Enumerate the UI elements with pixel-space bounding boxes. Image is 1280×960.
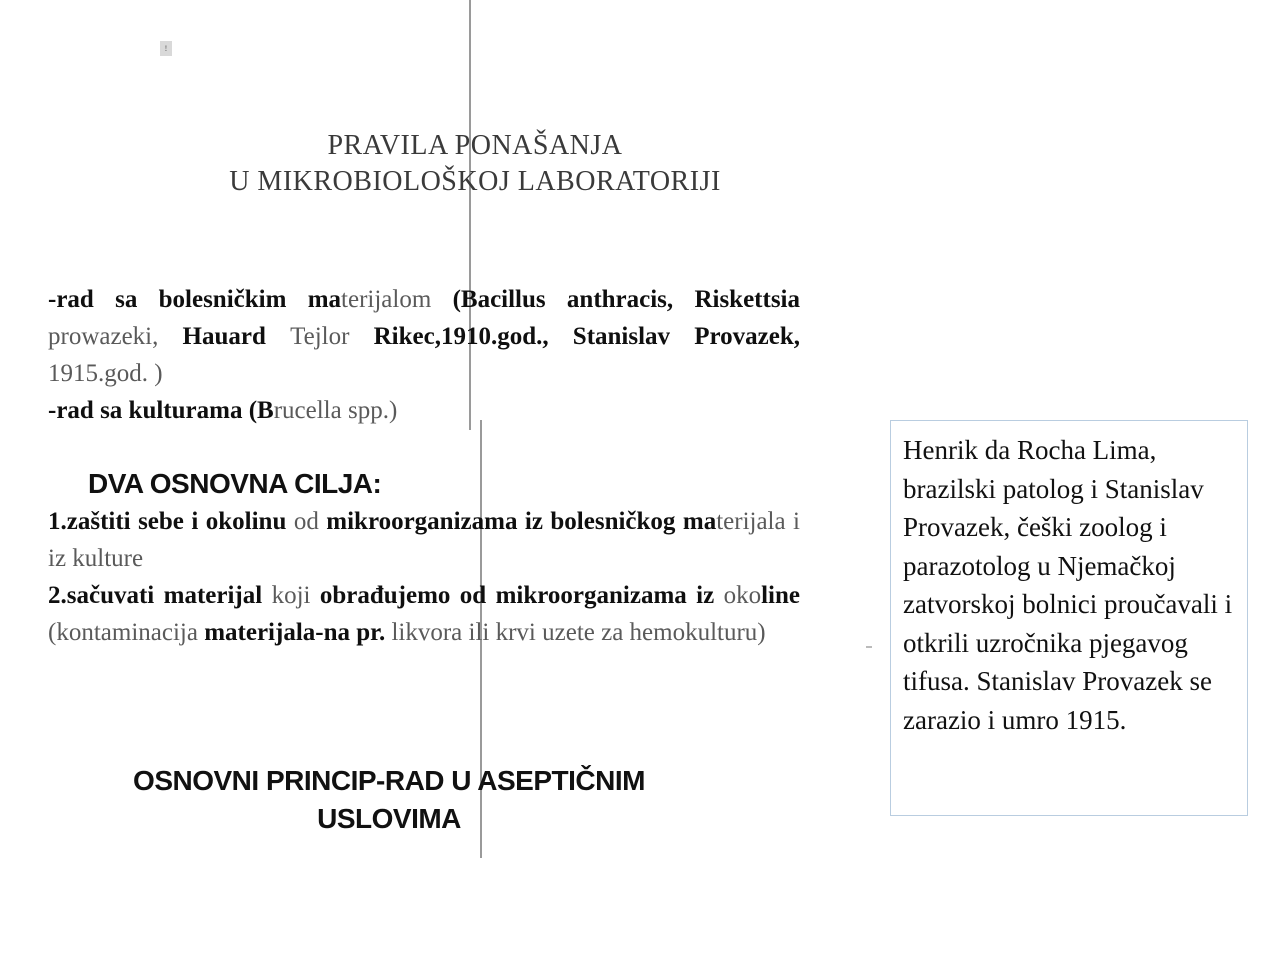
principle-heading-line2: USLOVIMA bbox=[317, 803, 461, 834]
text-run: 2.sačuvati materijal bbox=[48, 582, 272, 609]
text-run: materijala-na pr. bbox=[197, 619, 392, 646]
text-run: obrađujemo od mikroorganizama iz bbox=[310, 582, 724, 609]
text-run: koji bbox=[271, 582, 311, 609]
text-run: mikroorganizama iz bolesničkog ma bbox=[318, 508, 717, 535]
text-run: -rad sa bolesničkim ma bbox=[48, 286, 342, 313]
text-run: 1.zaštiti sebe i okolinu bbox=[48, 508, 294, 535]
paragraph-cultures bbox=[48, 392, 800, 429]
paragraph-patient-material bbox=[48, 281, 800, 392]
document-title-line2: U MIKROBIOLOŠKOJ LABORATORIJI bbox=[229, 166, 721, 197]
corner-mark: ! bbox=[160, 41, 172, 56]
text-run: Hauard bbox=[158, 323, 291, 350]
text-run: Tejlor bbox=[290, 323, 350, 350]
text-run: oko bbox=[723, 582, 762, 609]
goal-1 bbox=[48, 503, 800, 577]
goals-heading: DVA OSNOVNA CILJA: bbox=[88, 468, 382, 499]
text-run: (kontaminacija bbox=[48, 619, 198, 646]
text-run: terijala i iz kulture bbox=[48, 508, 800, 572]
text-run: od bbox=[293, 508, 319, 535]
annotation-note-text: Henrik da Rocha Lima, brazilski patolog i Stanislav Provazek, češki zoolog i parazotolog u Njemačkoj zatvorskoj bolnici proučavali i otkrili uzročnika pjegavog tifusa. Stanislav Provazek se zarazio i umro 1915. bbox=[903, 435, 1233, 735]
text-run: prowazeki, bbox=[48, 323, 159, 350]
text-run: rucella spp.) bbox=[273, 397, 398, 424]
goal-2 bbox=[48, 577, 800, 651]
document-title-line1: PRAVILA PONAŠANJA bbox=[327, 130, 623, 161]
stray-mark bbox=[866, 646, 872, 648]
principle-heading-line1: OSNOVNI PRINCIP-RAD U ASEPTIČNIM bbox=[133, 765, 645, 796]
text-run: 1915.god. ) bbox=[48, 360, 163, 387]
text-run: Rikec,1910.god., Stanislav Provazek, bbox=[349, 323, 800, 350]
text-run: likvora ili krvi uzete za hemokulturu) bbox=[391, 619, 766, 646]
text-run: terijalom bbox=[341, 286, 432, 313]
annotation-note-box bbox=[890, 420, 1248, 816]
text-run: line bbox=[761, 582, 800, 609]
text-run: -rad sa kulturama (B bbox=[48, 397, 274, 424]
text-run: (Bacillus anthracis, Riskettsia bbox=[431, 286, 800, 313]
